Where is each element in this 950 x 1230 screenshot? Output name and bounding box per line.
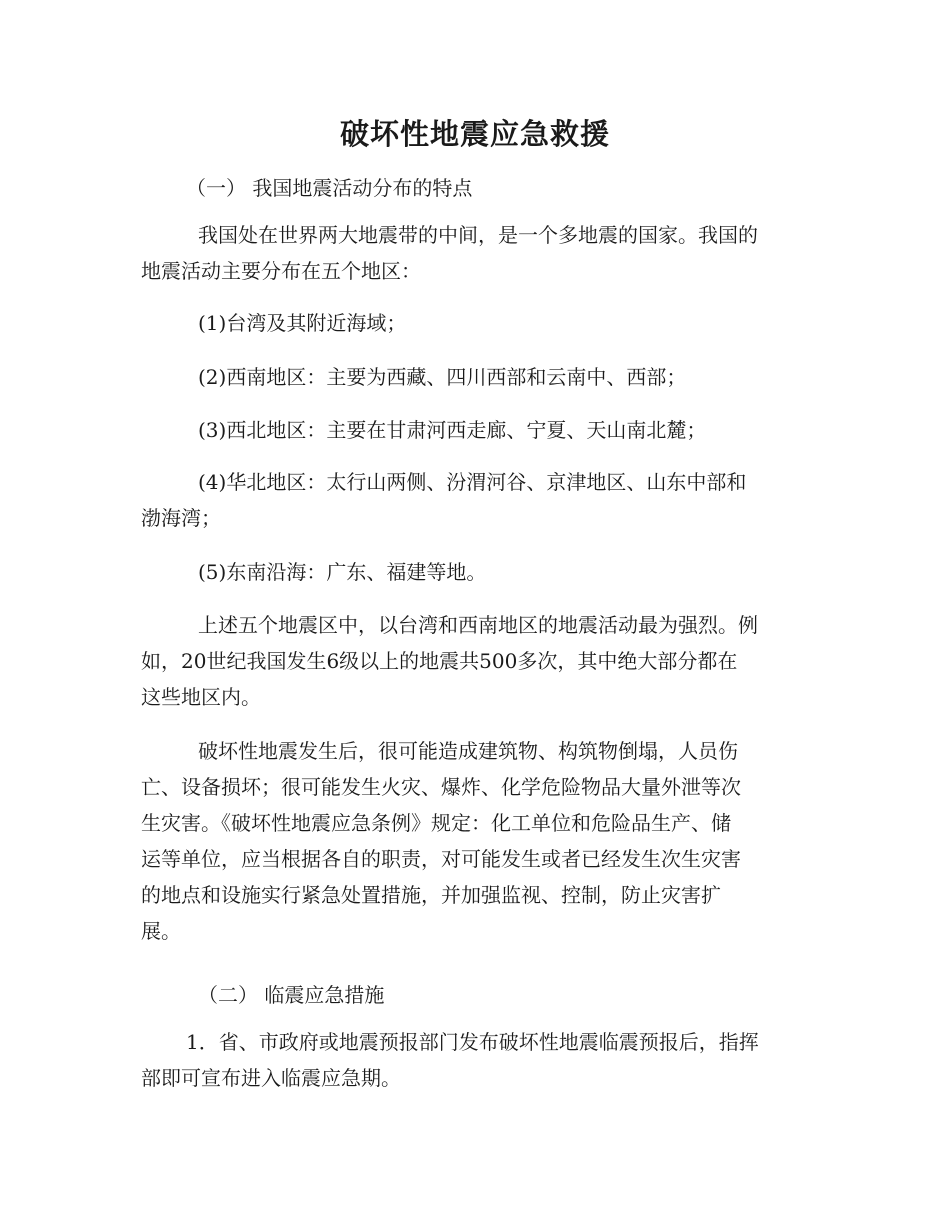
paragraph-line: 展。 — [141, 919, 181, 943]
paragraph-line: 破坏性地震发生后，很可能造成建筑物、构筑物倒塌，人员伤 — [198, 739, 738, 763]
paragraph-impact — [141, 733, 811, 949]
paragraph-line: 我国处在世界两大地震带的中间，是一个多地震的国家。我国的 — [198, 223, 758, 247]
region-item-5 — [141, 554, 811, 590]
region-line: (5)东南沿海：广东、福建等地。 — [198, 560, 487, 584]
paragraph-line: 部即可宣布进入临震应急期。 — [141, 1066, 401, 1090]
region-item-1 — [141, 305, 811, 341]
paragraph-line: 地震活动主要分布在五个地区： — [141, 259, 421, 283]
paragraph-measure-1 — [141, 1024, 811, 1096]
paragraph-line: 如，20世纪我国发生6级以上的地震共500多次，其中绝大部分都在 — [141, 649, 738, 673]
region-line: (4)华北地区：太行山两侧、汾渭河谷、京津地区、山东中部和 — [198, 470, 747, 494]
region-item-2 — [141, 359, 811, 395]
paragraph-line: 上述五个地震区中，以台湾和西南地区的地震活动最为强烈。例 — [198, 613, 758, 637]
region-item-3 — [141, 412, 811, 448]
paragraph-line: 生灾害。《破坏性地震应急条例》规定：化工单位和危险品生产、储 — [141, 811, 731, 835]
section-heading-1: （一） 我国地震活动分布的特点 — [186, 176, 473, 200]
paragraph-line: 这些地区内。 — [141, 685, 261, 709]
document-title: 破坏性地震应急救援 — [339, 117, 610, 151]
paragraph-summary — [141, 607, 811, 715]
region-item-4 — [141, 464, 811, 536]
paragraph-line: 1．省、市政府或地震预报部门发布破坏性地震临震预报后，指挥 — [186, 1030, 759, 1054]
paragraph-line: 的地点和设施实行紧急处置措施，并加强监视、控制，防止灾害扩 — [141, 883, 721, 907]
paragraph-intro — [141, 217, 811, 289]
region-line: (1)台湾及其附近海域； — [198, 311, 407, 335]
section-heading-2: （二） 临震应急措施 — [198, 983, 385, 1007]
region-line: 渤海湾； — [141, 506, 221, 530]
paragraph-line: 亡、设备损坏；很可能发生火灾、爆炸、化学危险物品大量外泄等次 — [141, 775, 741, 799]
region-line: (3)西北地区：主要在甘肃河西走廊、宁夏、天山南北麓； — [198, 418, 707, 442]
region-line: (2)西南地区：主要为西藏、四川西部和云南中、西部； — [198, 365, 687, 389]
paragraph-line: 运等单位，应当根据各自的职责，对可能发生或者已经发生次生灾害 — [141, 847, 741, 871]
